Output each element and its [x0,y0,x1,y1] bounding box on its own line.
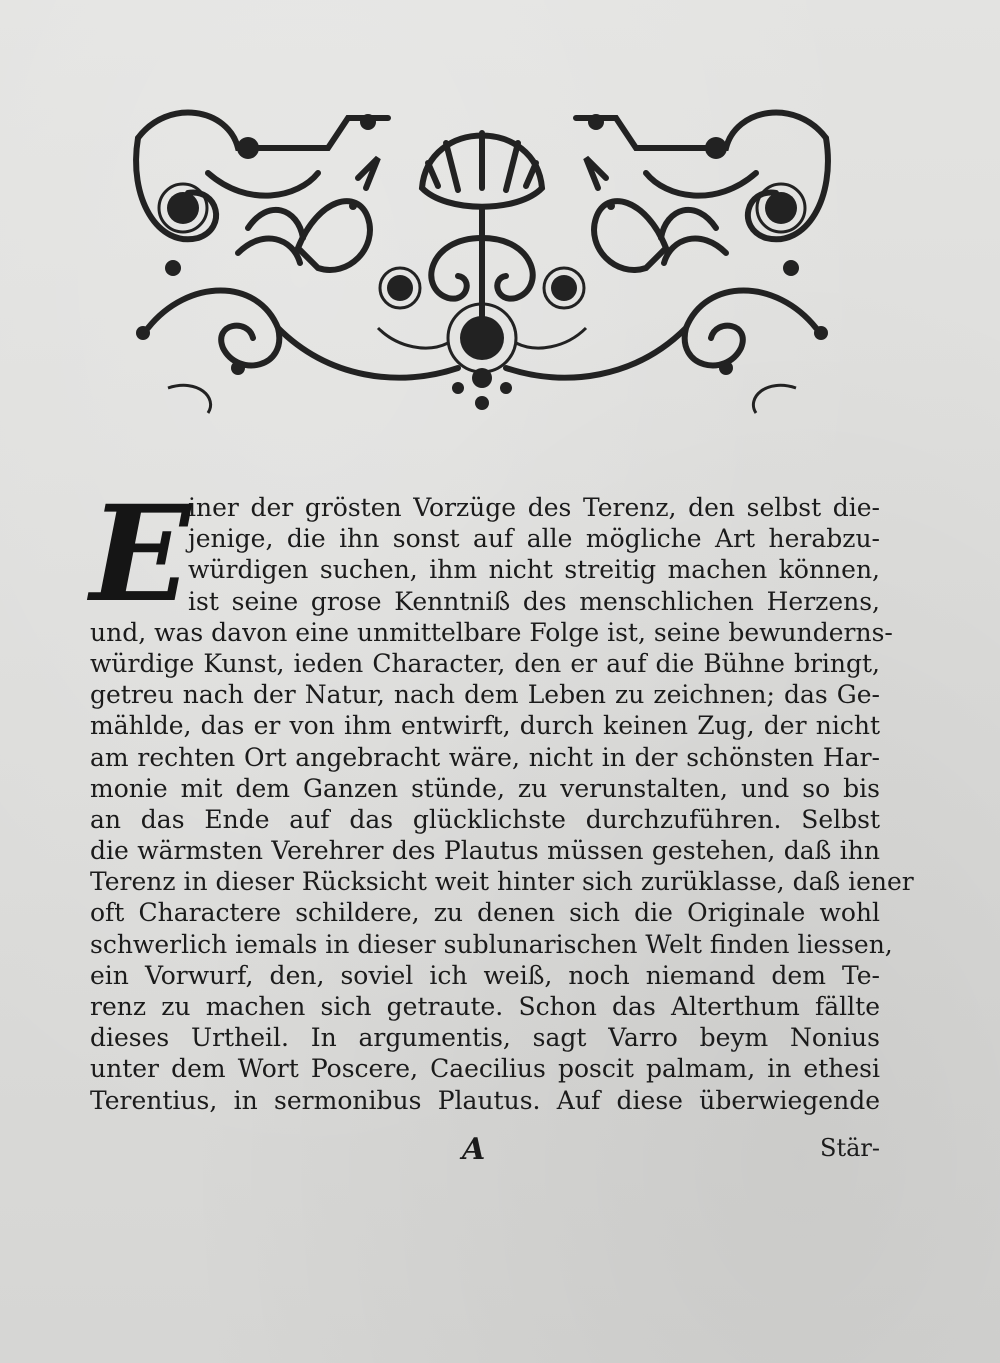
text-line: unter dem Wort Poscere, Caecilius poscit palmam, in ethesi [90,1054,880,1084]
text-line: die wärmsten Verehrer des Plautus müssen gestehen, daß ihn [90,836,880,866]
text-line: Terenz in dieser Rücksicht weit hinter sich zurüklasse, daß iener [90,867,914,897]
text-line: an das Ende auf das glücklichste durchzuführen. Selbst [90,804,880,834]
text-line: getreu nach der Natur, nach dem Leben zu zeichnen; das Ge- [90,680,880,710]
text-line: ein Vorwurf, den, soviel ich weiß, noch niemand dem Te- [90,960,880,990]
text-line: schwerlich iemals in dieser sublunarischen Welt finden liessen, [90,929,893,959]
text-line: renz zu machen sich getraute. Schon das Alterthum fällte [90,992,880,1021]
text-line: dieses Urtheil. In argumentis, sagt Varro beym Nonius [90,1023,880,1053]
text-line: Terentius, in sermonibus Plautus. Auf diese überwiegende [90,1085,880,1115]
text-line: iner der grösten Vorzüge des Terenz, den selbst die- [188,493,880,522]
drop-cap: E [90,477,191,632]
text-line: oft Charactere schildere, zu denen sich die Originale wohl [90,898,880,928]
text-line: würdige Kunst, ieden Character, den er auf die Bühne bringt, [90,648,880,678]
text-line: und, was davon eine unmittelbare Folge ist, seine bewunderns- [90,617,893,647]
text-line: jenige, die ihn sonst auf alle mögliche Art herabzu- [188,524,880,554]
text-line: ist seine grose Kenntniß des menschlichen Herzens, [188,586,880,616]
catchword: Stär- [820,1134,880,1162]
page-footer [90,1132,880,1166]
body-text [90,477,914,1116]
text-line: monie mit dem Ganzen stünde, zu verunstalten, und so bis [90,773,880,803]
text-line: mählde, das er von ihm entwirft, durch keinen Zug, der nicht [90,711,880,741]
floral-ornament-icon [128,78,836,416]
text-line: am rechten Ort angebracht wäre, nicht in der schönsten Har- [90,742,880,772]
text-line: würdigen suchen, ihm nicht streitig machen können, [188,555,880,585]
signature-mark: A [462,1132,486,1167]
